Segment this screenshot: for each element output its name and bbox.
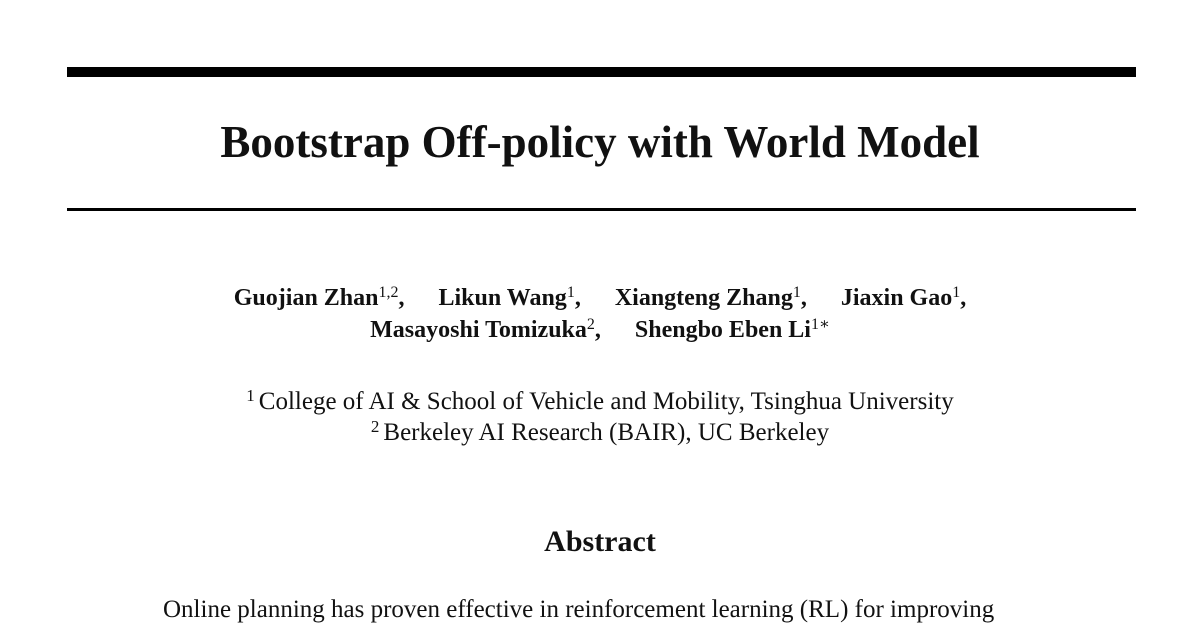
author-mark: 1	[952, 284, 961, 301]
affiliation	[0, 386, 1200, 417]
paper-title: Bootstrap Off-policy with World Model	[220, 117, 980, 167]
author-mark: 1,2	[378, 284, 399, 301]
affiliation-mark: 2	[370, 417, 380, 436]
author: Masayoshi Tomizuka$^2$,	[370, 316, 601, 343]
author: Xiangteng Zhang$^1$,	[614, 284, 807, 311]
author: Jiaxin Gao$^1$,	[840, 284, 967, 311]
abstract-heading: Abstract	[544, 525, 656, 558]
author: Shengbo Eben $Li^{1∗}$	[634, 316, 830, 343]
affiliation-text: Berkeley AI Research (BAIR), UC Berkeley	[383, 419, 830, 446]
affiliation-mark: 1	[246, 386, 255, 405]
author: Likun Wang$^1$,	[438, 284, 581, 311]
author-mark: 1∗	[810, 316, 830, 333]
top-rule	[67, 67, 1136, 77]
abstract-text: Online planning has proven effective in reinforcement learning (RL) for improving	[163, 596, 995, 623]
affiliation-text: College of AI & School of Vehicle and Mobility, Tsinghua University	[258, 388, 954, 415]
author-list	[0, 282, 1200, 346]
author-line-1	[0, 282, 1200, 314]
author-line-2	[0, 314, 1200, 346]
title-rule	[67, 208, 1136, 211]
author: Guojian Zhan$^{1,2}$,	[233, 284, 405, 311]
affiliation-list	[0, 386, 1200, 448]
author-mark: 1	[792, 284, 801, 301]
author-mark: 2	[586, 316, 595, 333]
author-mark: 1	[566, 284, 575, 301]
affiliation	[0, 417, 1200, 448]
